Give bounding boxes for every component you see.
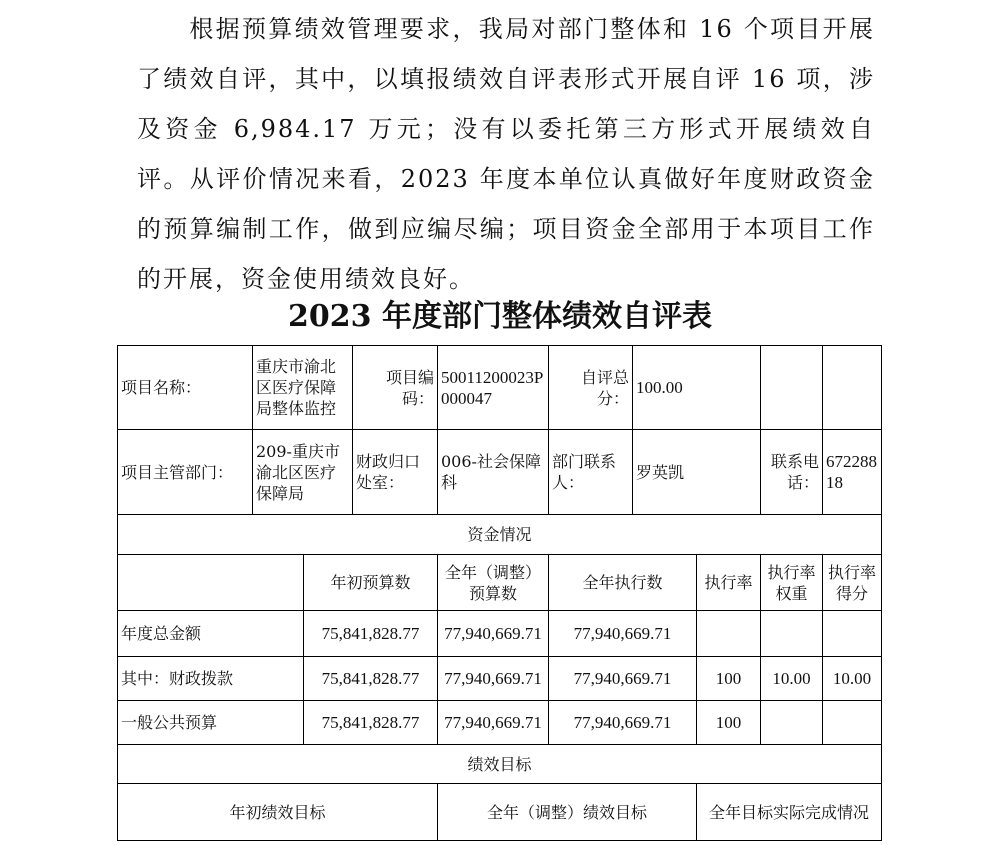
row-fiscal-executed: 77,940,669.71	[573, 669, 672, 688]
header-executed: 全年执行数	[582, 573, 663, 592]
row-total-rate	[697, 611, 760, 656]
row-fiscal-score: 10.00	[832, 669, 872, 688]
header-adjusted-budget: 全年（调整）预算数	[444, 562, 541, 603]
goal-completion-header: 全年目标实际完成情况	[708, 802, 869, 822]
contact-value: 罗英凯	[636, 462, 685, 482]
row-total-initial: 75,841,828.77	[321, 624, 420, 643]
rule-v-right	[881, 345, 882, 841]
table-title: 2023 年度部门整体绩效自评表	[288, 299, 712, 334]
project-name-value: 重庆市渝北区医疗保障局整体监控	[256, 357, 337, 418]
project-name-label: 项目名称：	[121, 378, 202, 397]
header-initial-budget: 年初预算数	[330, 573, 411, 592]
intro-text: 根据预算绩效管理要求，我局对部门整体和 16 个项目开展了绩效自评，其中，以填报绩效自评表形式开展自评 16 项，涉及资金 6,984.17 万元；没有以委托第三方形式开展绩效自评。从评价情况来看，2023 年度本单位认真做好年度财政资金的预算编制工作，做到应编尽编；项目资金全部用于本项目工作的开展，资金使用绩效良好。	[137, 15, 875, 293]
phone-value: 67228818	[826, 452, 877, 492]
row-general-adjusted: 77,940,669.71	[444, 713, 542, 732]
row-total-executed: 77,940,669.71	[573, 624, 672, 643]
phone-label: 联系电话：	[770, 452, 819, 492]
row-fiscal-initial: 75,841,828.77	[321, 669, 420, 688]
dept-value: 209-重庆市渝北区医疗保障局	[256, 441, 340, 503]
row-fiscal-rate: 100	[715, 669, 742, 688]
goals-section-title: 绩效目标	[467, 754, 532, 774]
header-rate: 执行率	[704, 573, 753, 592]
score-value: 100.00	[636, 378, 683, 397]
row-total-score	[823, 611, 881, 656]
row-fiscal-adjusted: 77,940,669.71	[444, 669, 542, 688]
dept-label: 项目主管部门：	[121, 462, 234, 482]
row-total-adjusted: 77,940,669.71	[444, 624, 542, 643]
header-score: 执行率得分	[827, 562, 876, 603]
row-total-label: 年度总金额	[121, 624, 202, 643]
row-general-label: 一般公共预算	[121, 713, 218, 732]
row-general-initial: 75,841,828.77	[321, 713, 420, 732]
row-fiscal-label: 其中：财政拨款	[121, 669, 234, 688]
row-total-weight	[761, 611, 822, 656]
office-label: 财政归口处室：	[356, 452, 421, 492]
intro-paragraph	[137, 4, 875, 304]
contact-label: 部门联系人：	[552, 452, 617, 492]
office-value: 006-社会保障科	[441, 452, 541, 492]
self-evaluation-table	[117, 345, 882, 841]
goal-adjusted-header: 全年（调整）绩效目标	[486, 802, 647, 822]
row-general-score	[823, 701, 881, 744]
score-label: 自评总分：	[580, 367, 629, 408]
goal-initial-header: 年初绩效目标	[229, 802, 326, 822]
rule-h-bottom	[117, 840, 882, 841]
project-code-label: 项目编码：	[385, 367, 434, 408]
header-weight: 执行率权重	[767, 562, 816, 603]
row-general-rate: 100	[715, 713, 742, 732]
project-code-value: 50011200023P000047	[441, 367, 544, 408]
row-general-executed: 77,940,669.71	[573, 713, 672, 732]
row-general-weight	[761, 701, 822, 744]
funds-section-title: 资金情况	[467, 525, 532, 544]
row-fiscal-weight: 10.00	[772, 669, 811, 688]
